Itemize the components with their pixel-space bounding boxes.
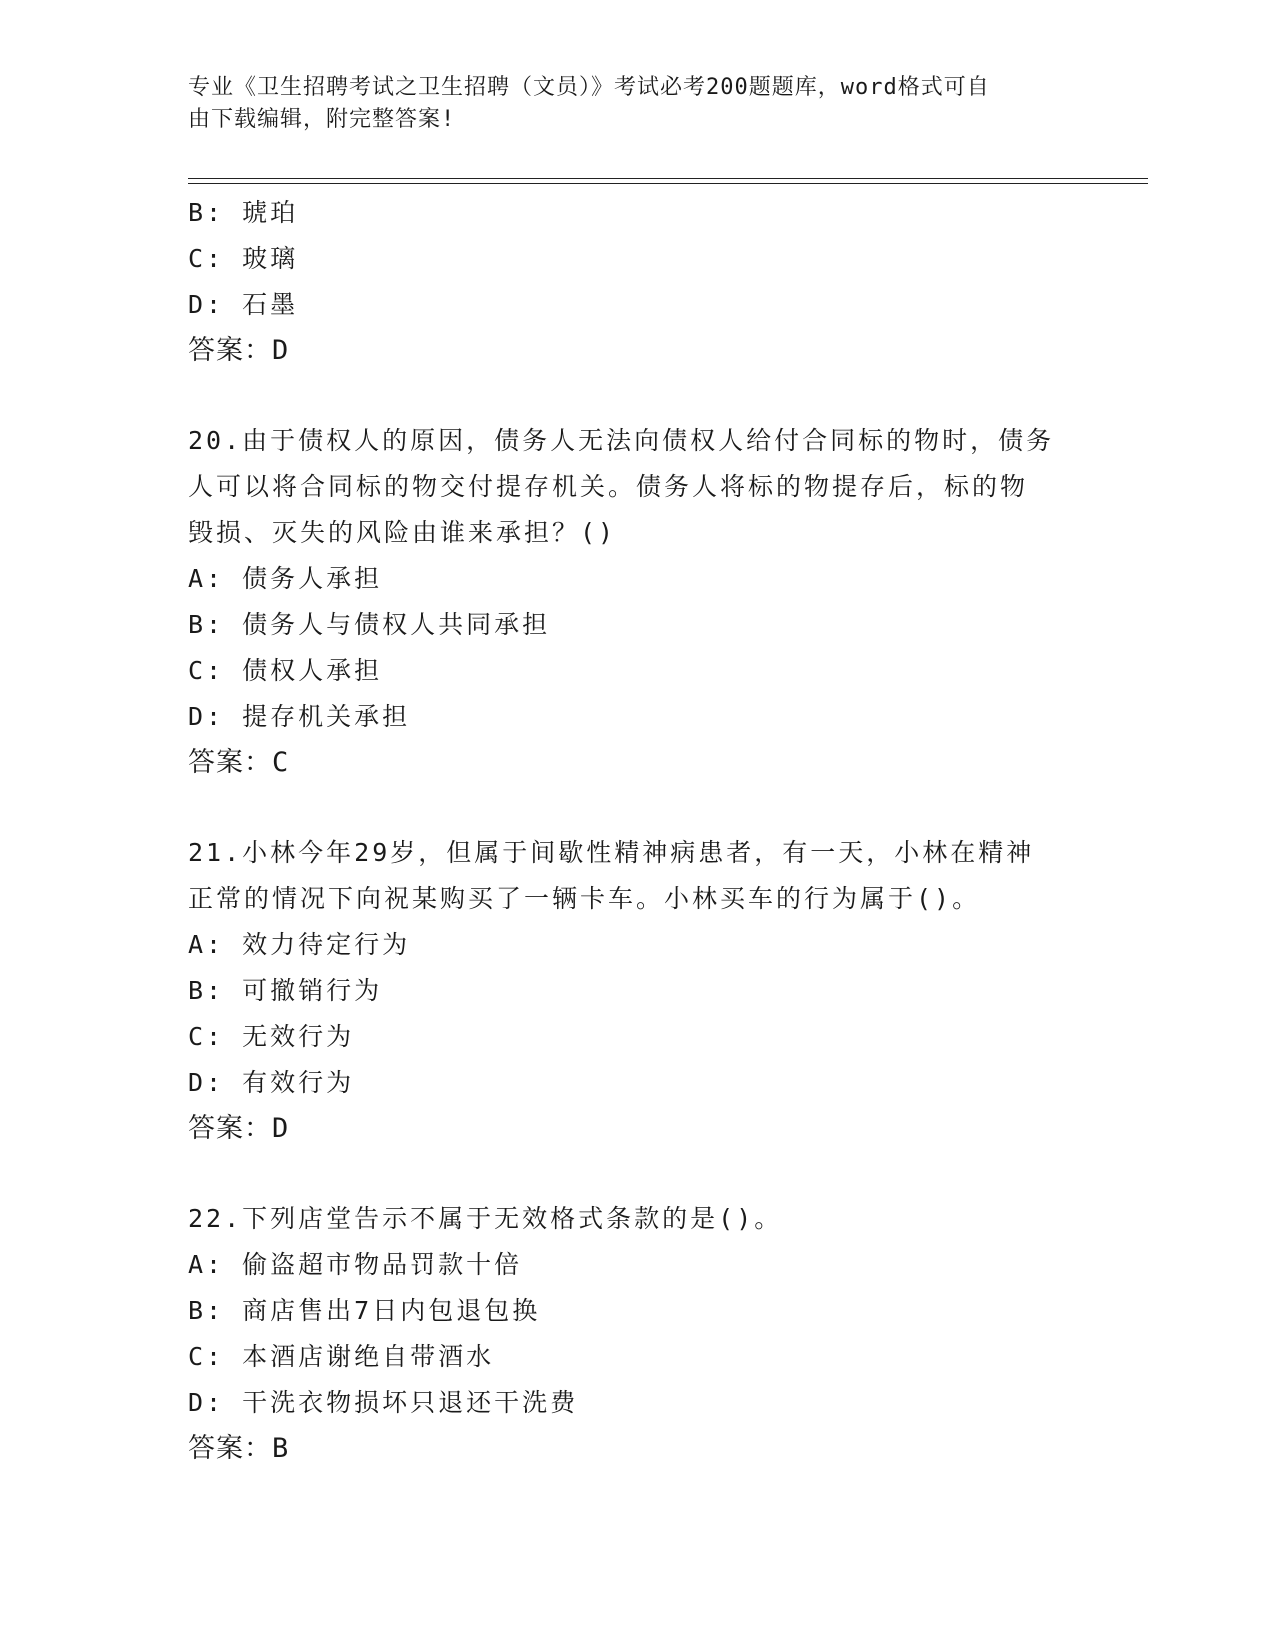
header-line-2: 由下载编辑，附完整答案!	[188, 107, 456, 132]
question-stem-line: 22.下列店堂告示不属于无效格式条款的是()。	[188, 1204, 783, 1233]
question-stem-line: 人可以将合同标的物交付提存机关。债务人将标的物提存后，标的物	[188, 472, 1029, 501]
header-divider-top	[188, 178, 1148, 179]
question-19-continued	[188, 190, 1088, 374]
answer-line: 答案：B	[188, 1433, 290, 1464]
answer-line: 答案：C	[188, 747, 290, 778]
option-c: C: 无效行为	[188, 1022, 355, 1051]
option-b: B: 债务人与债权人共同承担	[188, 610, 551, 639]
option-c: C: 玻璃	[188, 244, 299, 273]
option-b: B: 商店售出7日内包退包换	[188, 1296, 541, 1325]
option-a: A: 偷盗超市物品罚款十倍	[188, 1250, 523, 1279]
question-stem-line: 毁损、灭失的风险由谁来承担？()	[188, 518, 617, 547]
spacer	[188, 786, 1088, 830]
header-divider-bottom	[188, 183, 1148, 184]
header-line-1: 专业《卫生招聘考试之卫生招聘（文员）》考试必考200题题库，word格式可自	[188, 75, 990, 100]
option-d: D: 提存机关承担	[188, 702, 411, 731]
question-stem-line: 21.小林今年29岁，但属于间歇性精神病患者，有一天，小林在精神	[188, 838, 1035, 867]
question-stem-line: 正常的情况下向祝某购买了一辆卡车。小林买车的行为属于()。	[188, 884, 981, 913]
option-b: B: 可撤销行为	[188, 976, 383, 1005]
question-20	[188, 418, 1088, 786]
question-22	[188, 1196, 1088, 1472]
spacer	[188, 374, 1088, 418]
option-d: D: 有效行为	[188, 1068, 355, 1097]
answer-line: 答案：D	[188, 335, 290, 366]
spacer	[188, 1152, 1088, 1196]
option-a: A: 债务人承担	[188, 564, 383, 593]
document-header	[188, 72, 1068, 136]
answer-line: 答案：D	[188, 1113, 290, 1144]
question-content	[188, 190, 1088, 1472]
option-d: D: 干洗衣物损坏只退还干洗费	[188, 1388, 579, 1417]
option-d: D: 石墨	[188, 290, 299, 319]
question-21	[188, 830, 1088, 1152]
option-b: B: 琥珀	[188, 198, 299, 227]
option-c: C: 债权人承担	[188, 656, 383, 685]
option-a: A: 效力待定行为	[188, 930, 411, 959]
question-stem-line: 20.由于债权人的原因，债务人无法向债权人给付合同标的物时，债务	[188, 426, 1055, 455]
option-c: C: 本酒店谢绝自带酒水	[188, 1342, 495, 1371]
